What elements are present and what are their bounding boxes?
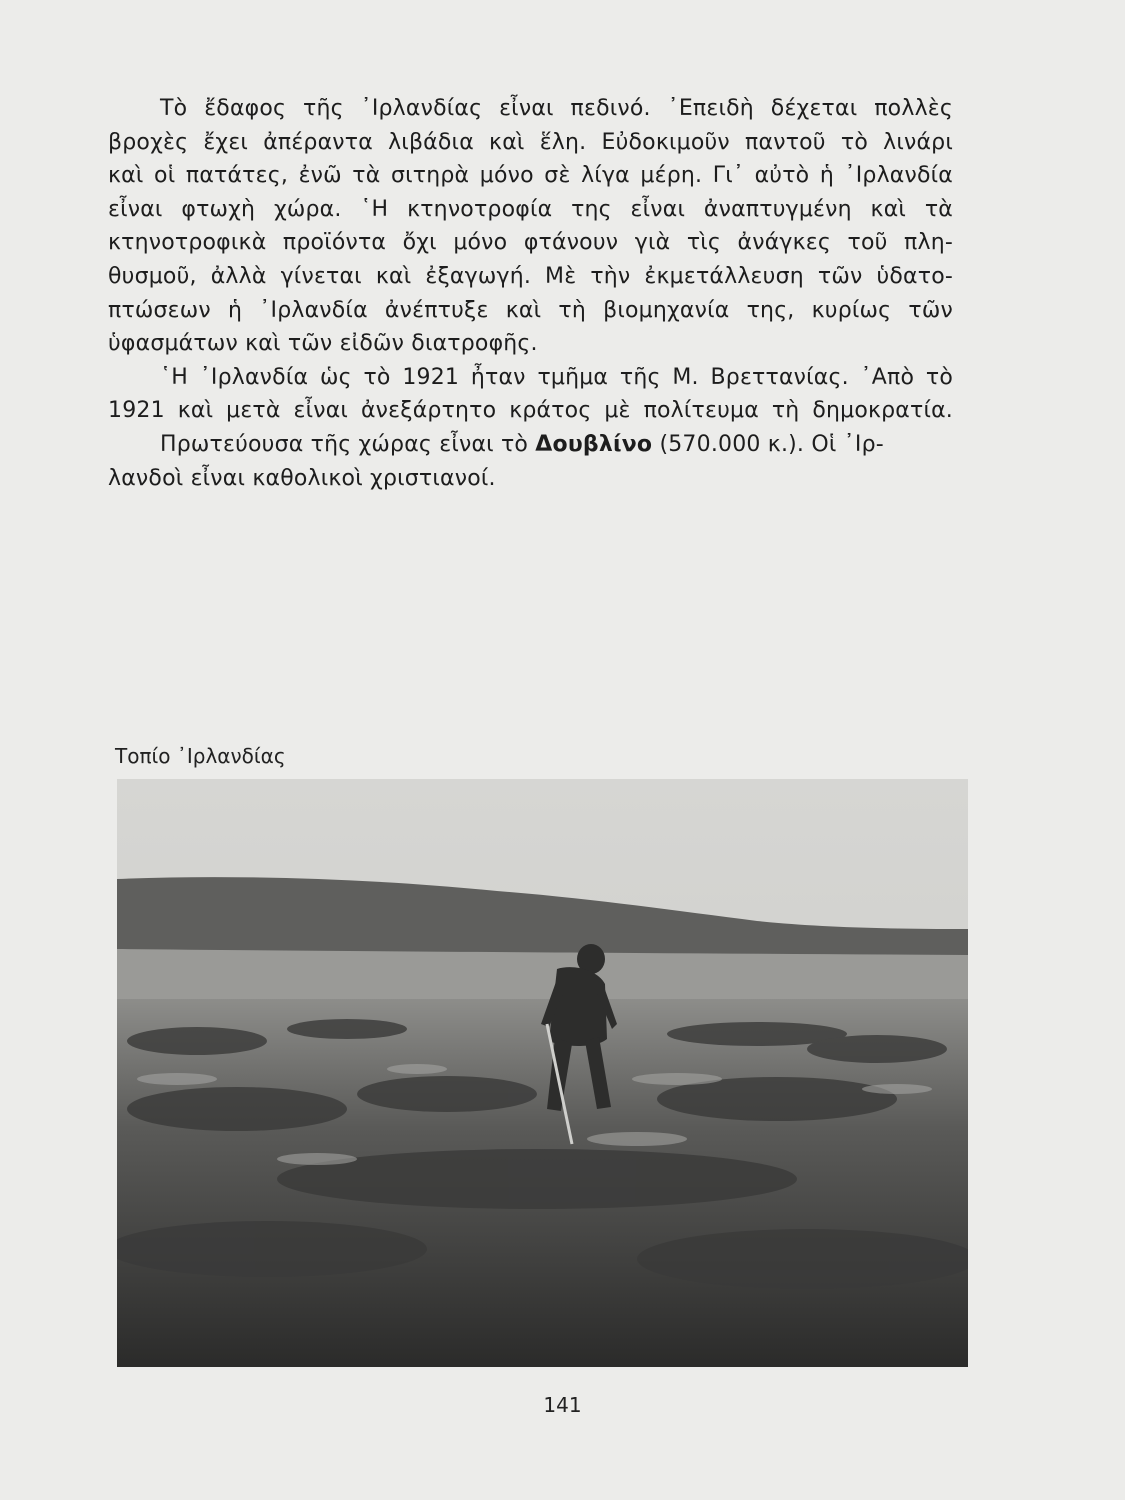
photo-caption: Τοπίο ᾿Ιρλανδίας — [115, 744, 286, 768]
capital-name: Δουβλίνο — [535, 431, 653, 457]
text-line: Τὸ ἔδαφος τῆς ᾿Ιρλανδίας εἶναι πεδινό. ᾿Επειδὴ δέχεται πολλὲς — [160, 96, 953, 121]
text-line: κτηνοτροφικὰ προϊόντα ὄχι μόνο φτάνουν γιὰ τὶς ἀνάγκες τοῦ πλη- — [108, 230, 953, 256]
capital-sentence-end: (570.000 κ.). Οἱ ᾿Ιρ- — [652, 431, 884, 457]
text-line: καὶ οἱ πατάτες, ἐνῶ τὰ σιτηρὰ μόνο σὲ λίγα μέρη. Γι᾿ αὐτὸ ἡ ᾿Ιρλανδία — [108, 163, 953, 189]
landscape-photo — [117, 779, 968, 1367]
text-line: εἶναι φτωχὴ χώρα. ῾Η κτηνοτροφία της εἶναι ἀναπτυγμένη καὶ τὰ — [108, 196, 953, 222]
text-line: πτώσεων ἡ ᾿Ιρλανδία ἀνέπτυξε καὶ τὴ βιομηχανία της, κυρίως τῶν — [108, 297, 953, 323]
text-line: θυσμοῦ, ἀλλὰ γίνεται καὶ ἐξαγωγή. Μὲ τὴν ἐκμετάλλευση τῶν ὑδατο- — [108, 263, 953, 289]
text-line: λανδοὶ εἶναι καθολικοὶ χριστιανοί. — [108, 465, 496, 491]
text-line: ὑφασμάτων καὶ τῶν εἰδῶν διατροφῆς. — [108, 331, 538, 357]
text-line — [108, 428, 953, 462]
text-line: 1921 καὶ μετὰ εἶναι ἀνεξάρτητο κράτος μὲ πολίτευμα τὴ δημοκρατία. — [108, 398, 953, 424]
text-line: βροχὲς ἔχει ἀπέραντα λιβάδια καὶ ἕλη. Εὐδοκιμοῦν παντοῦ τὸ λινάρι — [108, 129, 953, 155]
capital-sentence-start: Πρωτεύουσα τῆς χώρας εἶναι τὸ — [160, 431, 536, 457]
page-number: 141 — [543, 1393, 582, 1417]
text-line: ῾Η ᾿Ιρλανδία ὡς τὸ 1921 ἦταν τμῆμα τῆς Μ. Βρεττανίας. ᾿Απὸ τὸ — [160, 364, 953, 390]
body-text — [108, 92, 953, 495]
